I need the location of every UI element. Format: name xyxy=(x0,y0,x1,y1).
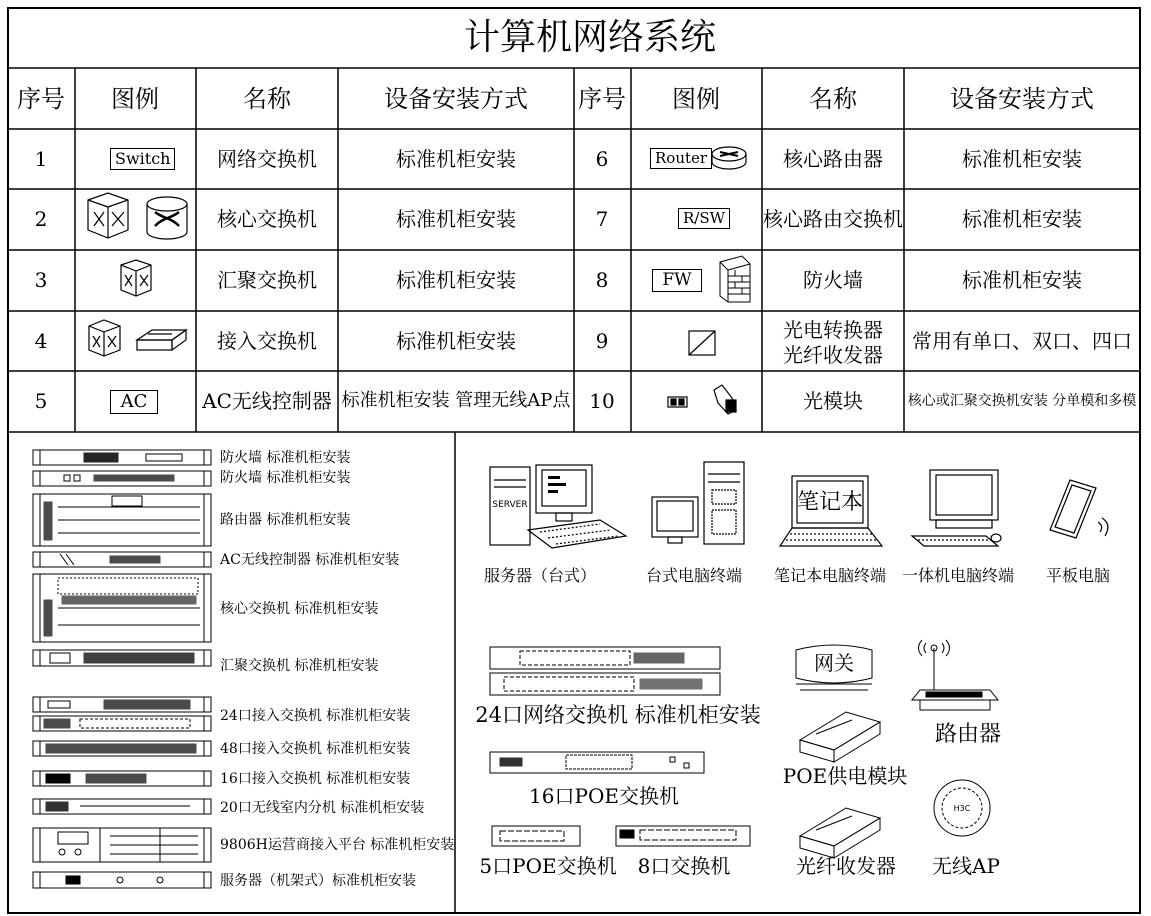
row-7-name: 核心路由交换机 xyxy=(763,207,903,231)
label-switch-8: 8口交换机 xyxy=(637,854,731,878)
rack-label-core-switch: 核心交换机 标准机柜安装 xyxy=(220,601,379,617)
row-5-mount: 标准机柜安装 管理无线AP点 xyxy=(341,390,571,411)
row-9-no: 9 xyxy=(595,329,609,353)
row-1-name: 网络交换机 xyxy=(217,147,317,171)
router-disc-icon xyxy=(712,147,746,169)
rack-core-switch-icon xyxy=(33,574,211,642)
header-name-right: 名称 xyxy=(809,85,857,113)
terminal-label-desktop: 台式电脑终端 xyxy=(645,566,743,585)
rack-label-router: 路由器 标准机柜安装 xyxy=(220,512,351,528)
ap-logo-text: H3C xyxy=(953,804,971,813)
poe-switch-5-port-icon xyxy=(492,826,580,846)
core-switch-cube-icon xyxy=(88,193,128,238)
row-2-name: 核心交换机 xyxy=(217,207,317,231)
optical-module-icon xyxy=(668,397,687,407)
access-switch-flat-icon xyxy=(137,330,186,350)
row-3-mount: 标准机柜安装 xyxy=(396,268,516,292)
rack-ac-controller-icon xyxy=(33,552,211,567)
header-mount-right: 设备安装方式 xyxy=(950,85,1094,113)
row-6-mount: 标准机柜安装 xyxy=(962,147,1082,171)
header-no-right: 序号 xyxy=(578,85,626,113)
server-screen-lines xyxy=(548,476,566,493)
diagram-title: 计算机网络系统 xyxy=(463,17,717,58)
row-6-name: 核心路由器 xyxy=(783,147,883,171)
row-1-no: 1 xyxy=(34,147,48,171)
header-no-left: 序号 xyxy=(17,85,65,113)
rack-label-aggregation: 汇聚交换机 标准机柜安装 xyxy=(220,658,379,674)
row-9-name-line1: 光电转换器 xyxy=(783,318,883,342)
switch-24-port-icon xyxy=(490,647,720,695)
label-wireless-ap: 无线AP xyxy=(932,854,1000,878)
rack-16-port-switch-icon xyxy=(33,771,211,786)
gateway-text: 网关 xyxy=(814,651,854,675)
switch-8-port-icon xyxy=(616,826,750,846)
row-2-mount: 标准机柜安装 xyxy=(396,207,516,231)
header-legend-right: 图例 xyxy=(672,85,720,113)
desktop-pc-icon xyxy=(652,462,744,544)
header-legend-left: 图例 xyxy=(111,85,159,113)
row-3-no: 3 xyxy=(34,268,48,292)
label-poe-5: 5口POE交换机 xyxy=(479,854,617,878)
rack-48-port-switch-icon xyxy=(33,741,211,756)
router-antenna-icon xyxy=(912,640,998,710)
poe-switch-16-port-icon xyxy=(490,752,704,773)
row-3-name: 汇聚交换机 xyxy=(217,268,317,292)
row-8-no: 8 xyxy=(595,268,609,292)
row-2-no: 2 xyxy=(34,207,48,231)
row-9-mount: 常用有单口、双口、四口 xyxy=(912,329,1132,353)
rack-router-icon xyxy=(33,494,211,546)
sfp-module-icon xyxy=(714,385,736,414)
tablet-icon xyxy=(1050,480,1108,538)
rack-firewall-2-icon xyxy=(33,471,211,486)
rack-24-port-switch-b-icon xyxy=(33,716,211,731)
terminal-label-laptop: 笔记本电脑终端 xyxy=(773,566,887,585)
rack-label-24-port: 24口接入交换机 标准机柜安装 xyxy=(220,708,411,724)
router-label-icon: Router xyxy=(650,148,712,169)
rack-label-48-port: 48口接入交换机 标准机柜安装 xyxy=(220,741,411,757)
rack-label-16-port: 16口接入交换机 标准机柜安装 xyxy=(220,771,411,787)
rack-label-server: 服务器（机架式）标准机柜安装 xyxy=(220,873,416,889)
rack-server-icon xyxy=(33,872,211,888)
label-poe-16: 16口POE交换机 xyxy=(529,784,679,808)
row-5-name: AC无线控制器 xyxy=(202,389,332,413)
core-switch-cylinder-icon xyxy=(147,197,187,239)
rsw-label-icon: R/SW xyxy=(678,208,730,229)
rack-20-port-wireless-icon xyxy=(33,799,211,814)
ac-label-icon: AC xyxy=(110,390,158,414)
label-fiber-transceiver: 光纤收发器 xyxy=(796,854,896,878)
row-1-mount: 标准机柜安装 xyxy=(396,147,516,171)
all-in-one-pc-icon xyxy=(912,470,1001,546)
rack-label-firewall-1: 防火墙 标准机柜安装 xyxy=(220,450,351,466)
label-poe-module: POE供电模块 xyxy=(782,764,908,788)
fiber-transceiver-icon xyxy=(800,808,880,858)
label-router: 路由器 xyxy=(934,722,1002,747)
row-8-mount: 标准机柜安装 xyxy=(962,268,1082,292)
terminal-label-server: 服务器（台式） xyxy=(483,566,597,585)
access-switch-cube-icon xyxy=(89,320,120,356)
row-10-no: 10 xyxy=(589,389,615,413)
terminal-label-tablet: 平板电脑 xyxy=(1045,566,1111,585)
header-mount-left: 设备安装方式 xyxy=(384,85,528,113)
media-converter-icon xyxy=(689,331,715,355)
aggregation-switch-cube-icon xyxy=(121,260,151,296)
rack-label-9806h: 9806H运营商接入平台 标准机柜安装 xyxy=(220,837,455,853)
row-7-mount: 标准机柜安装 xyxy=(962,207,1082,231)
row-4-no: 4 xyxy=(34,329,48,353)
row-6-no: 6 xyxy=(595,147,609,171)
row-10-mount: 核心或汇聚交换机安装 分单模和多模 xyxy=(907,393,1137,409)
row-10-name: 光模块 xyxy=(803,389,863,413)
row-7-no: 7 xyxy=(595,207,609,231)
row-9-name-line2: 光纤收发器 xyxy=(783,343,883,367)
rack-aggregation-switch-icon xyxy=(33,650,211,666)
rack-label-20-port: 20口无线室内分机 标准机柜安装 xyxy=(220,800,425,816)
header-name-left: 名称 xyxy=(243,85,291,113)
row-5-no: 5 xyxy=(34,389,48,413)
firewall-brick-icon xyxy=(720,256,750,302)
rack-9806h-platform-icon xyxy=(33,828,211,862)
rack-24-port-switch-icon xyxy=(33,697,211,712)
fw-label-icon: FW xyxy=(652,269,702,292)
laptop-screen-text: 笔记本 xyxy=(796,490,864,515)
rack-label-ac: AC无线控制器 标准机柜安装 xyxy=(220,552,400,568)
terminal-label-all-in-one: 一体机电脑终端 xyxy=(901,566,1015,585)
rack-firewall-1-icon xyxy=(33,450,211,465)
row-4-mount: 标准机柜安装 xyxy=(396,329,516,353)
row-8-name: 防火墙 xyxy=(803,268,863,292)
poe-module-icon xyxy=(800,712,880,762)
rack-label-firewall-2: 防火墙 标准机柜安装 xyxy=(220,470,351,486)
row-4-name: 接入交换机 xyxy=(217,329,317,353)
switch-label-icon: Switch xyxy=(110,148,175,170)
label-switch-24: 24口网络交换机 标准机柜安装 xyxy=(475,703,761,727)
server-screen-text: SERVER xyxy=(492,500,528,510)
